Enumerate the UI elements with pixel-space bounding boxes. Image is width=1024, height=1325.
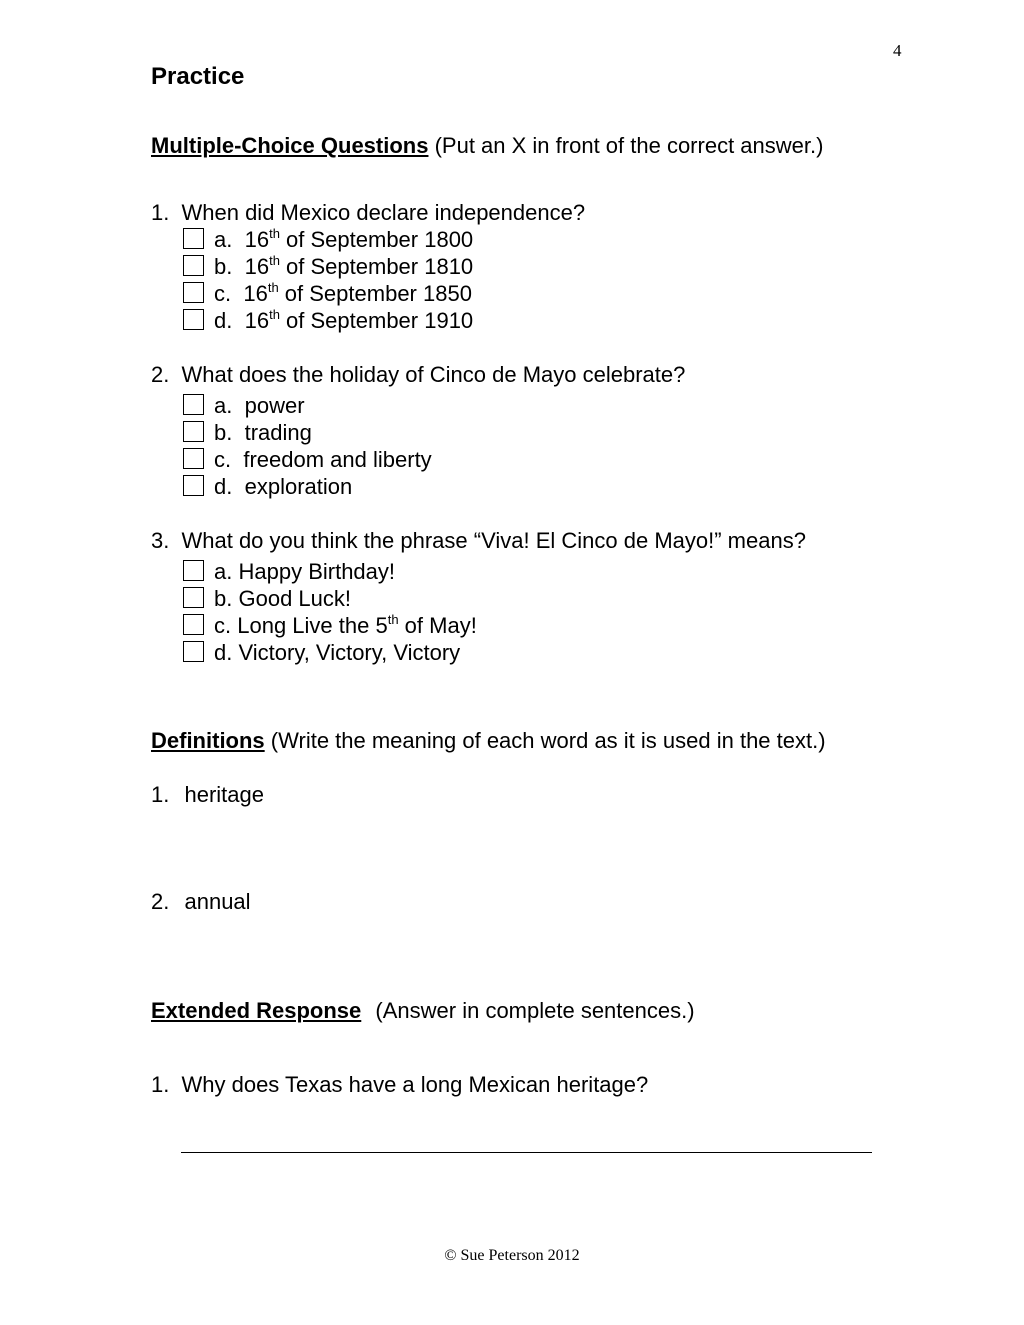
option-text: 16 bbox=[244, 254, 270, 279]
question-number: 3. bbox=[151, 528, 170, 553]
answer-checkbox-2d[interactable] bbox=[183, 475, 204, 496]
page-number: 4 bbox=[893, 41, 902, 60]
option-3a bbox=[214, 561, 395, 583]
page-title: Practice bbox=[151, 63, 245, 90]
option-letter: b. bbox=[214, 420, 233, 445]
option-text: Long Live the 5 bbox=[237, 613, 388, 638]
copyright-footer: © Sue Peterson 2012 bbox=[444, 1247, 580, 1264]
option-1a bbox=[214, 226, 474, 252]
definitions-heading: Definitions bbox=[151, 728, 265, 753]
answer-checkbox-1b[interactable] bbox=[183, 255, 204, 276]
option-2d bbox=[214, 476, 352, 498]
answer-checkbox-1c[interactable] bbox=[183, 282, 204, 303]
option-text: 16 bbox=[244, 227, 270, 252]
option-letter: a. bbox=[214, 559, 233, 584]
superscript: th bbox=[269, 307, 280, 322]
option-text: freedom and liberty bbox=[243, 447, 432, 472]
definition-number: 1. bbox=[151, 782, 170, 807]
answer-checkbox-3c[interactable] bbox=[183, 614, 204, 635]
mc-heading-line bbox=[151, 135, 823, 157]
superscript: th bbox=[267, 280, 279, 295]
answer-checkbox-3b[interactable] bbox=[183, 587, 204, 608]
option-letter: c. bbox=[214, 613, 232, 638]
option-text: Good Luck! bbox=[238, 586, 351, 611]
option-letter: a. bbox=[214, 227, 233, 252]
question-text: What do you think the phrase “Viva! El Cinco de Mayo!” means? bbox=[181, 528, 806, 553]
option-text-suffix: of May! bbox=[398, 613, 477, 638]
question-1 bbox=[151, 202, 585, 224]
option-1c bbox=[214, 280, 472, 306]
answer-line[interactable] bbox=[181, 1152, 872, 1153]
option-text-suffix: of September 1800 bbox=[279, 227, 474, 252]
option-1d bbox=[214, 307, 474, 333]
question-number: 2. bbox=[151, 362, 170, 387]
superscript: th bbox=[269, 226, 280, 241]
definitions-instruction: (Write the meaning of each word as it is used in the text.) bbox=[270, 728, 826, 753]
option-1b bbox=[214, 253, 474, 279]
answer-checkbox-2a[interactable] bbox=[183, 394, 204, 415]
option-text: 16 bbox=[244, 308, 270, 333]
answer-checkbox-3d[interactable] bbox=[183, 641, 204, 662]
option-3b bbox=[214, 588, 351, 610]
extended-heading-line bbox=[151, 1000, 695, 1022]
definitions-heading-line bbox=[151, 730, 826, 752]
option-text-suffix: of September 1810 bbox=[279, 254, 474, 279]
superscript: th bbox=[269, 253, 280, 268]
option-text: power bbox=[244, 393, 305, 418]
option-letter: c. bbox=[214, 281, 232, 306]
definition-number: 2. bbox=[151, 889, 170, 914]
option-letter: c. bbox=[214, 447, 232, 472]
definition-item-2 bbox=[151, 891, 251, 913]
option-letter: d. bbox=[214, 474, 233, 499]
option-letter: d. bbox=[214, 640, 233, 665]
extended-heading: Extended Response bbox=[151, 998, 362, 1023]
option-letter: b. bbox=[214, 254, 233, 279]
option-text: exploration bbox=[244, 474, 353, 499]
answer-checkbox-2b[interactable] bbox=[183, 421, 204, 442]
definition-item-1 bbox=[151, 784, 264, 806]
extended-question-1 bbox=[151, 1074, 648, 1096]
option-text-suffix: of September 1910 bbox=[279, 308, 474, 333]
option-3c bbox=[214, 612, 477, 638]
question-3 bbox=[151, 530, 806, 552]
answer-checkbox-1d[interactable] bbox=[183, 309, 204, 330]
answer-checkbox-2c[interactable] bbox=[183, 448, 204, 469]
option-letter: b. bbox=[214, 586, 233, 611]
option-2c bbox=[214, 449, 432, 471]
definition-word: annual bbox=[184, 889, 251, 914]
question-text: Why does Texas have a long Mexican heritage? bbox=[181, 1072, 649, 1097]
option-2b bbox=[214, 422, 312, 444]
question-text: When did Mexico declare independence? bbox=[181, 200, 586, 225]
option-letter: d. bbox=[214, 308, 233, 333]
question-2 bbox=[151, 364, 685, 386]
option-text-suffix: of September 1850 bbox=[278, 281, 472, 306]
answer-checkbox-3a[interactable] bbox=[183, 560, 204, 581]
option-text: Victory, Victory, Victory bbox=[238, 640, 461, 665]
question-text: What does the holiday of Cinco de Mayo celebrate? bbox=[181, 362, 686, 387]
question-number: 1. bbox=[151, 200, 170, 225]
option-text: 16 bbox=[243, 281, 268, 306]
question-number: 1. bbox=[151, 1072, 170, 1097]
option-2a bbox=[214, 395, 305, 417]
option-3d bbox=[214, 642, 460, 664]
option-text: Happy Birthday! bbox=[238, 559, 396, 584]
option-letter: a. bbox=[214, 393, 233, 418]
option-text: trading bbox=[244, 420, 312, 445]
definition-word: heritage bbox=[184, 782, 264, 807]
superscript: th bbox=[387, 612, 399, 627]
mc-heading: Multiple-Choice Questions bbox=[151, 133, 429, 158]
mc-instruction: (Put an X in front of the correct answer.) bbox=[434, 133, 824, 158]
answer-checkbox-1a[interactable] bbox=[183, 228, 204, 249]
extended-instruction: (Answer in complete sentences.) bbox=[375, 998, 695, 1023]
